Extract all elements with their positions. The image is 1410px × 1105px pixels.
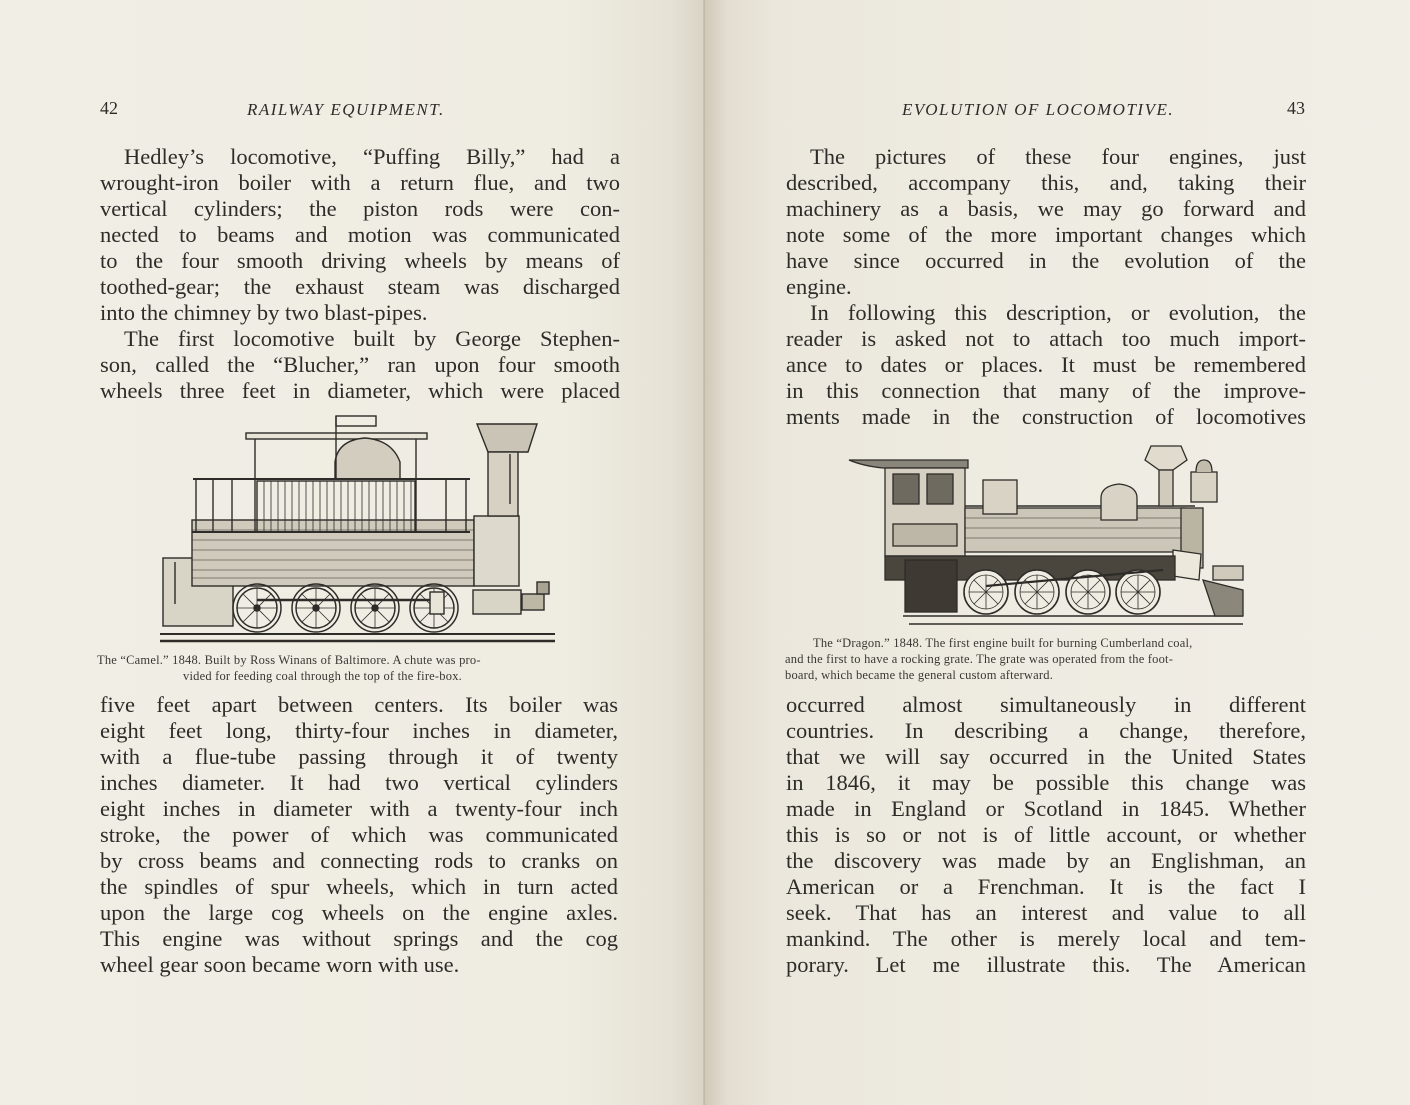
left-top-paragraphs <box>100 144 620 404</box>
text-line: countries. In describing a change, therefore, <box>786 718 1306 743</box>
text-line: ance to dates or places. It must be remembered <box>786 352 1306 377</box>
text-line: son, called the “Blucher,” ran upon four smooth <box>100 352 620 377</box>
text-line: Hedley’s locomotive, “Puffing Billy,” had a <box>124 144 620 169</box>
text-line: toothed-gear; the exhaust steam was discharged <box>100 274 620 299</box>
text-line: made in England or Scotland in 1845. Whether <box>786 796 1306 821</box>
text-line: engine. <box>786 274 852 299</box>
text-line: described, accompany this, and, taking their <box>786 170 1306 195</box>
text-line: in 1846, it may be possible this change was <box>786 770 1306 795</box>
running-head-title-right: EVOLUTION OF LOCOMOTIVE. <box>902 100 1175 119</box>
text-line: The pictures of these four engines, just <box>810 144 1306 169</box>
text-line: inches diameter. It had two vertical cylinders <box>100 770 618 795</box>
text-line: ments made in the construction of locomotives <box>786 404 1306 429</box>
text-line: machinery as a basis, we may go forward and <box>786 196 1306 221</box>
page-number-left: 42 <box>100 98 118 118</box>
caption-line: The “Camel.” 1848. Built by Ross Winans of Baltimore. A chute was pro- <box>97 653 481 667</box>
running-head-title-left: RAILWAY EQUIPMENT. <box>247 100 445 119</box>
text-line: occurred almost simultaneously in different <box>786 692 1306 717</box>
text-line: This engine was without springs and the cog <box>100 926 618 951</box>
camel-locomotive-illustration <box>160 412 560 644</box>
text-line: eight feet long, thirty-four inches in diameter, <box>100 718 618 743</box>
text-line: into the chimney by two blast-pipes. <box>100 300 428 325</box>
text-line: American or a Frenchman. It is the fact I <box>786 874 1306 899</box>
text-line: porary. Let me illustrate this. The American <box>786 952 1306 977</box>
text-line: that we will say occurred in the United States <box>786 744 1306 769</box>
right-top-paragraphs <box>786 144 1306 430</box>
text-line: eight inches in diameter with a twenty-four inch <box>100 796 618 821</box>
caption-line: board, which became the general custom afterward. <box>785 668 1054 682</box>
text-line: to the four smooth driving wheels by means of <box>100 248 620 273</box>
camel-figure-caption <box>97 652 622 684</box>
text-line: nected to beams and motion was communicated <box>100 222 620 247</box>
text-line: wrought-iron boiler with a return flue, and two <box>100 170 620 195</box>
text-line: note some of the more important changes which <box>786 222 1306 247</box>
text-line: upon the large cog wheels on the engine axles. <box>100 900 618 925</box>
text-line: this is so or not is of little account, or whether <box>786 822 1306 847</box>
text-line: by cross beams and connecting rods to cranks on <box>100 848 618 873</box>
text-line: have since occurred in the evolution of the <box>786 248 1306 273</box>
text-line: with a flue-tube passing through it of twenty <box>100 744 618 769</box>
locomotive-engraving-icon <box>160 412 560 644</box>
text-line: The first locomotive built by George Stephen- <box>124 326 620 351</box>
left-bottom-paragraph <box>100 692 618 978</box>
locomotive-engraving-icon <box>843 440 1253 630</box>
text-line: vertical cylinders; the piston rods were con- <box>100 196 620 221</box>
caption-line: vided for feeding coal through the top of the fire-box. <box>183 669 462 683</box>
right-bottom-paragraph <box>786 692 1306 978</box>
text-line: the discovery was made by an Englishman, an <box>786 848 1306 873</box>
dragon-locomotive-illustration <box>843 440 1253 630</box>
text-line: stroke, the power of which was communicated <box>100 822 618 847</box>
text-line: in this connection that many of the improve- <box>786 378 1306 403</box>
right-page <box>705 0 1410 1105</box>
caption-line: and the first to have a rocking grate. The grate was operated from the foot- <box>785 652 1174 666</box>
text-line: mankind. The other is merely local and tem- <box>786 926 1306 951</box>
text-line: In following this description, or evolution, the <box>810 300 1306 325</box>
page-number-right: 43 <box>1287 98 1305 118</box>
text-line: wheels three feet in diameter, which were placed <box>100 378 620 403</box>
text-line: reader is asked not to attach too much import- <box>786 326 1306 351</box>
text-line: five feet apart between centers. Its boiler was <box>100 692 618 717</box>
text-line: the spindles of spur wheels, which in turn acted <box>100 874 618 899</box>
caption-line: The “Dragon.” 1848. The first engine built for burning Cumberland coal, <box>813 636 1193 650</box>
text-line: seek. That has an interest and value to all <box>786 900 1306 925</box>
text-line: wheel gear soon became worn with use. <box>100 952 460 977</box>
dragon-figure-caption <box>785 635 1310 683</box>
